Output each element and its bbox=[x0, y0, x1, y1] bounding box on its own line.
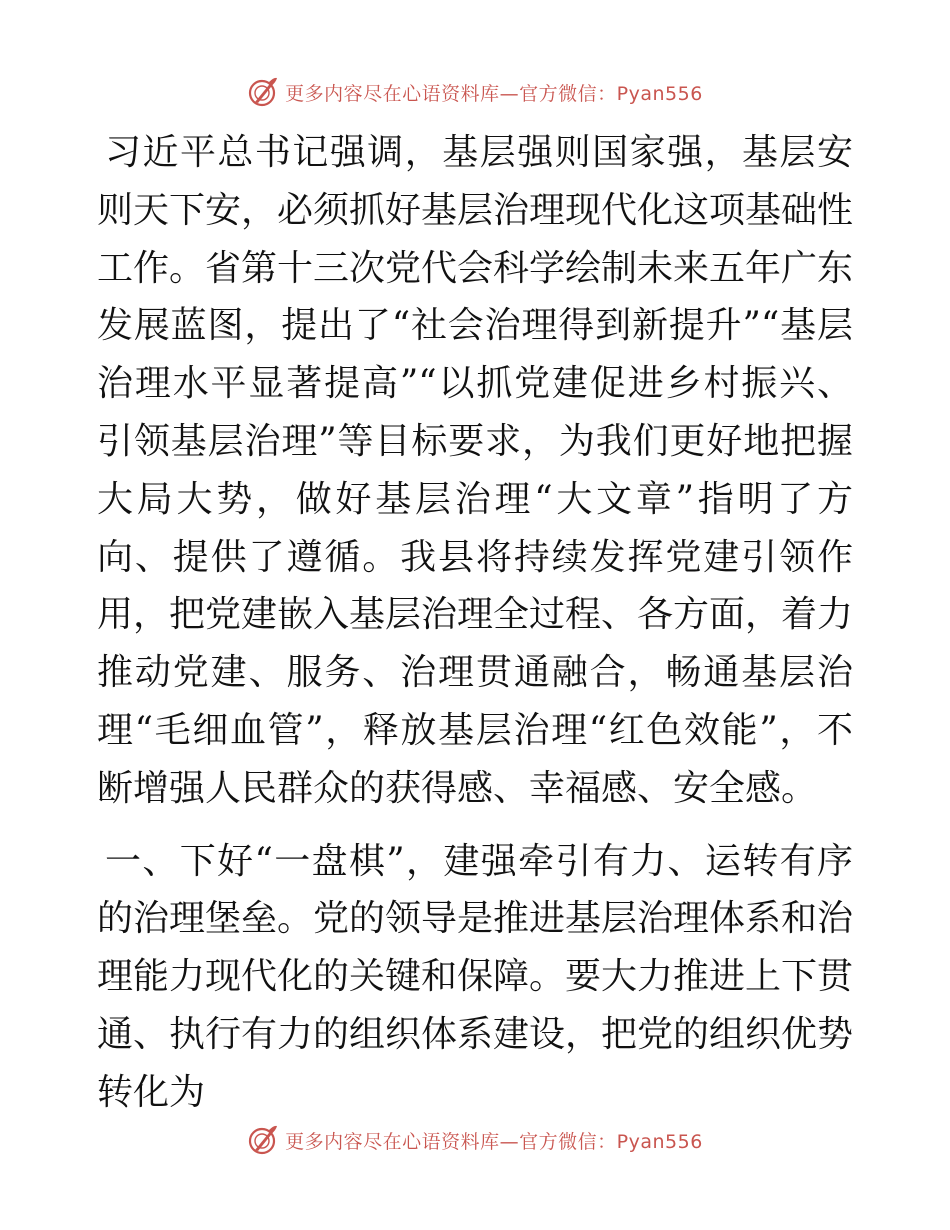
footer-watermark bbox=[0, 1120, 950, 1160]
quill-pen-logo-icon bbox=[247, 76, 279, 108]
watermark-wechat-id: Pyan556 bbox=[616, 82, 703, 105]
body-paragraph-2: 一、下好“一盘棋”，建强牵引有力、运转有序的治理堡垒。党的领导是推进基层治理体系和治理能力现代化的关键和保障。要大力推进上下贯通、执行有力的组织体系建设，把党的组织优势转化为 bbox=[97, 840, 854, 1113]
quill-pen-logo-icon bbox=[247, 1124, 279, 1156]
watermark-text: 更多内容尽在心语资料库—官方微信： bbox=[285, 82, 617, 105]
header-watermark bbox=[0, 72, 950, 112]
watermark-wechat-id: Pyan556 bbox=[616, 1130, 703, 1153]
document-body bbox=[97, 124, 853, 1122]
body-paragraph-1: 习近平总书记强调，基层强则国家强，基层安则天下安，必须抓好基层治理现代化这项基础性工作。省第十三次党代会科学绘制未来五年广东发展蓝图，提出了“社会治理得到新提升”“基层治理水平显著提高”“以抓党建促进乡村振兴、引领基层治理”等目标要求，为我们更好地把握大局大势，做好基层治理“大文章”指明了方向、提供了遵循。我县将持续发挥党建引领作用，把党建嵌入基层治理全过程、各方面，着力推动党建、服务、治理贯通融合，畅通基层治理“毛细血管”，释放基层治理“红色效能”，不断增强人民群众的获得感、幸福感、安全感。 bbox=[97, 132, 854, 809]
watermark-text: 更多内容尽在心语资料库—官方微信： bbox=[285, 1130, 617, 1153]
